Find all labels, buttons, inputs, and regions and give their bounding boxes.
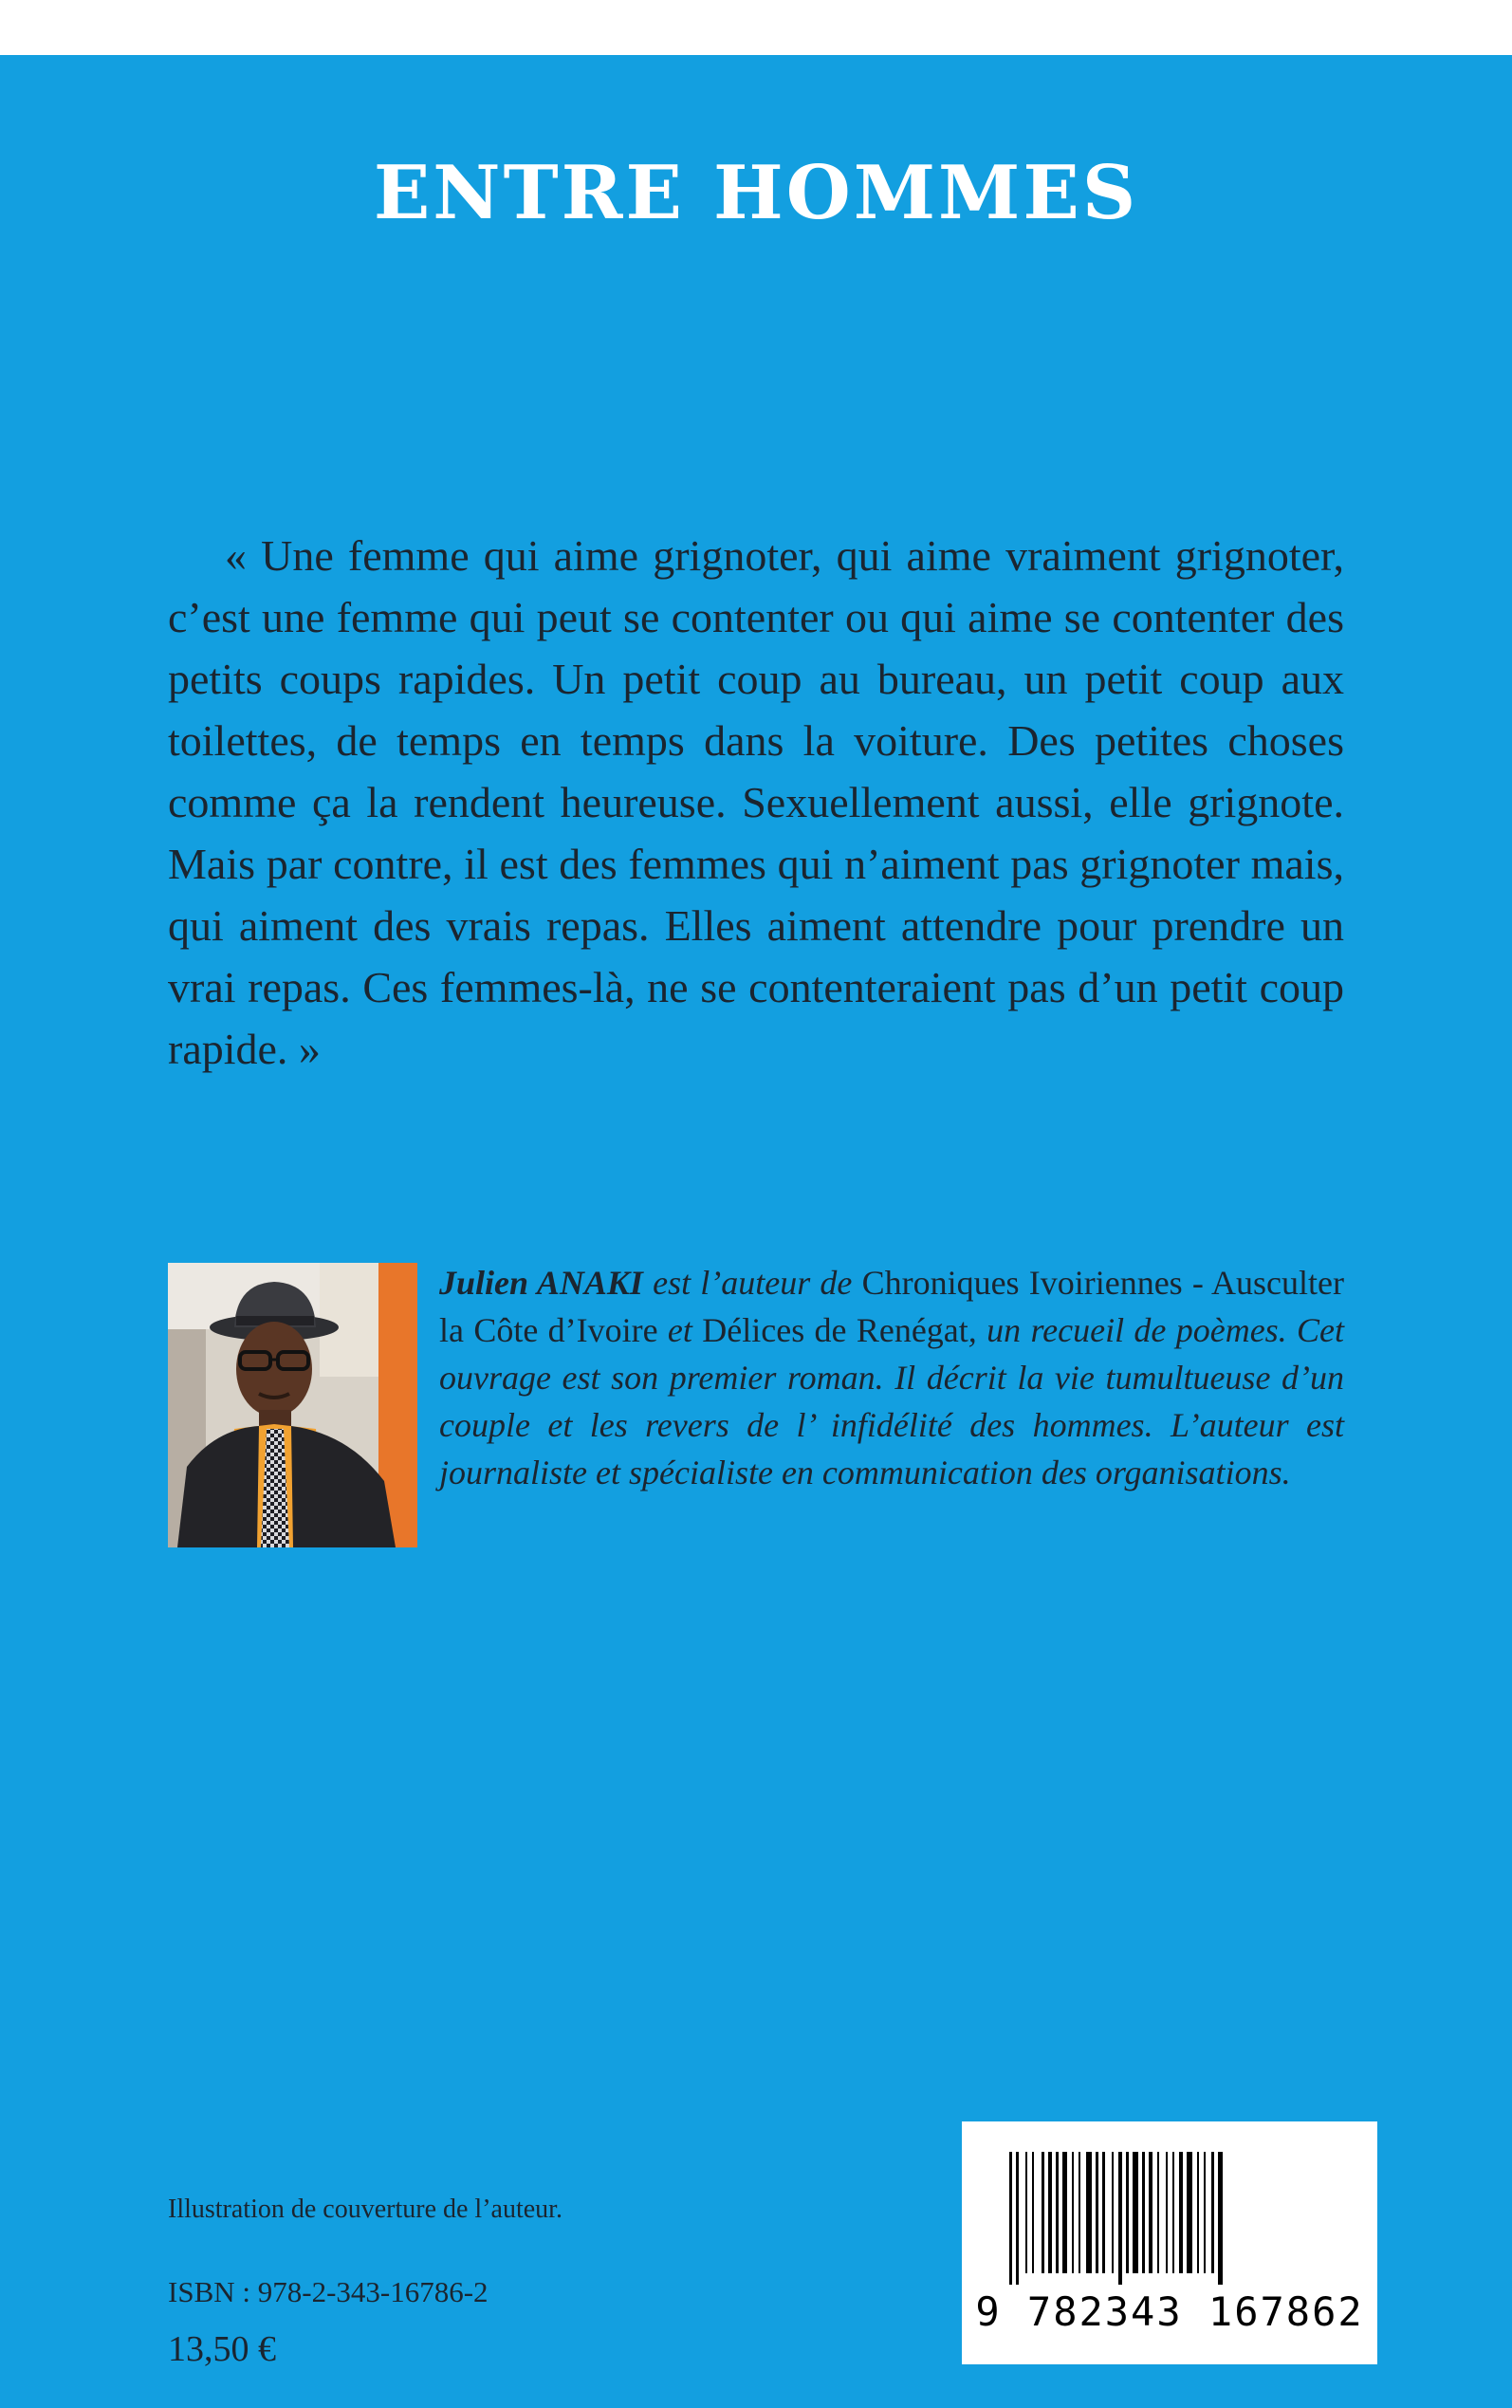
- barcode-bar: [1072, 2152, 1074, 2273]
- barcode-bar: [1204, 2152, 1206, 2273]
- bio-text-1: est l’auteur de: [642, 1264, 862, 1302]
- barcode-bar: [1149, 2152, 1152, 2273]
- barcode-bar: [1197, 2152, 1199, 2273]
- barcode-bar: [1112, 2152, 1114, 2273]
- barcode-bars: [962, 2121, 1377, 2292]
- barcode-bar: [1211, 2152, 1214, 2273]
- isbn: ISBN : 978-2-343-16786-2: [168, 2275, 489, 2308]
- back-cover: [0, 55, 1512, 2408]
- barcode-bar: [1079, 2152, 1080, 2273]
- barcode-bar: [1009, 2152, 1012, 2285]
- barcode-bar: [1133, 2152, 1138, 2273]
- barcode-bar: [1032, 2152, 1034, 2273]
- excerpt-quote: « Une femme qui aime grignoter, qui aime vraiment grignoter, c’est une femme qui peut se contenter ou qui aime se contenter des petits coups rapides. Un petit coup au bureau, un petit coup aux toilettes, de temps en temps dans la voiture. Des petites choses comme ça la rendent heureuse. Sexuellement aussi, elle grignote. Mais par contre, il est des femmes qui n’aiment pas grignoter mais, qui aiment des vrais repas. Elles aiment attendre pour prendre un vrai repas. Ces femmes-là, ne se contenteraient pas d’un petit coup rapide. »: [168, 531, 1344, 1073]
- barcode-digits: 9 782343 167862: [975, 2288, 1364, 2335]
- book-title: ENTRE HOMMES: [373, 150, 1139, 236]
- barcode-bar: [1086, 2152, 1092, 2273]
- author-photo: [168, 1263, 417, 1547]
- bio-text-2: et: [657, 1311, 703, 1349]
- barcode-bar: [1179, 2152, 1183, 2273]
- barcode-bar: [1142, 2152, 1145, 2273]
- author-bio: [439, 1259, 1344, 1496]
- barcode-bar: [1187, 2152, 1192, 2273]
- barcode-bar: [1016, 2152, 1019, 2285]
- barcode-bar: [1126, 2152, 1129, 2273]
- barcode-bar: [1056, 2152, 1059, 2273]
- barcode-bar: [1118, 2152, 1122, 2285]
- cover-credit: Illustration de couverture de l’auteur.: [168, 2195, 562, 2224]
- barcode: [962, 2121, 1377, 2364]
- author-name: Julien ANAKI: [439, 1264, 643, 1302]
- price: 13,50 €: [168, 2329, 276, 2369]
- barcode-bar: [1048, 2152, 1052, 2273]
- barcode-bar: [1062, 2152, 1067, 2273]
- bio-text-3: , un recueil de poèmes. Cet ouvrage est son premier roman. Il décrit la vie tumultueuse d’un couple et les revers de l’ infidélité des hommes. L’auteur est journaliste et spécialiste en communication des organisations.: [439, 1311, 1345, 1491]
- barcode-bar: [1218, 2152, 1223, 2285]
- barcode-bar: [1102, 2152, 1105, 2273]
- barcode-bar: [1157, 2152, 1159, 2273]
- barcode-bar: [1042, 2152, 1044, 2273]
- barcode-bar: [1025, 2152, 1027, 2273]
- barcode-bar: [1166, 2152, 1168, 2273]
- bio-book-1: Chroniques Ivoiriennes - Ausculter la Côte d’Ivoire: [439, 1264, 1345, 1349]
- barcode-bar: [1172, 2152, 1174, 2273]
- bio-book-2: Délices de Renégat: [702, 1311, 968, 1349]
- barcode-bar: [1096, 2152, 1098, 2273]
